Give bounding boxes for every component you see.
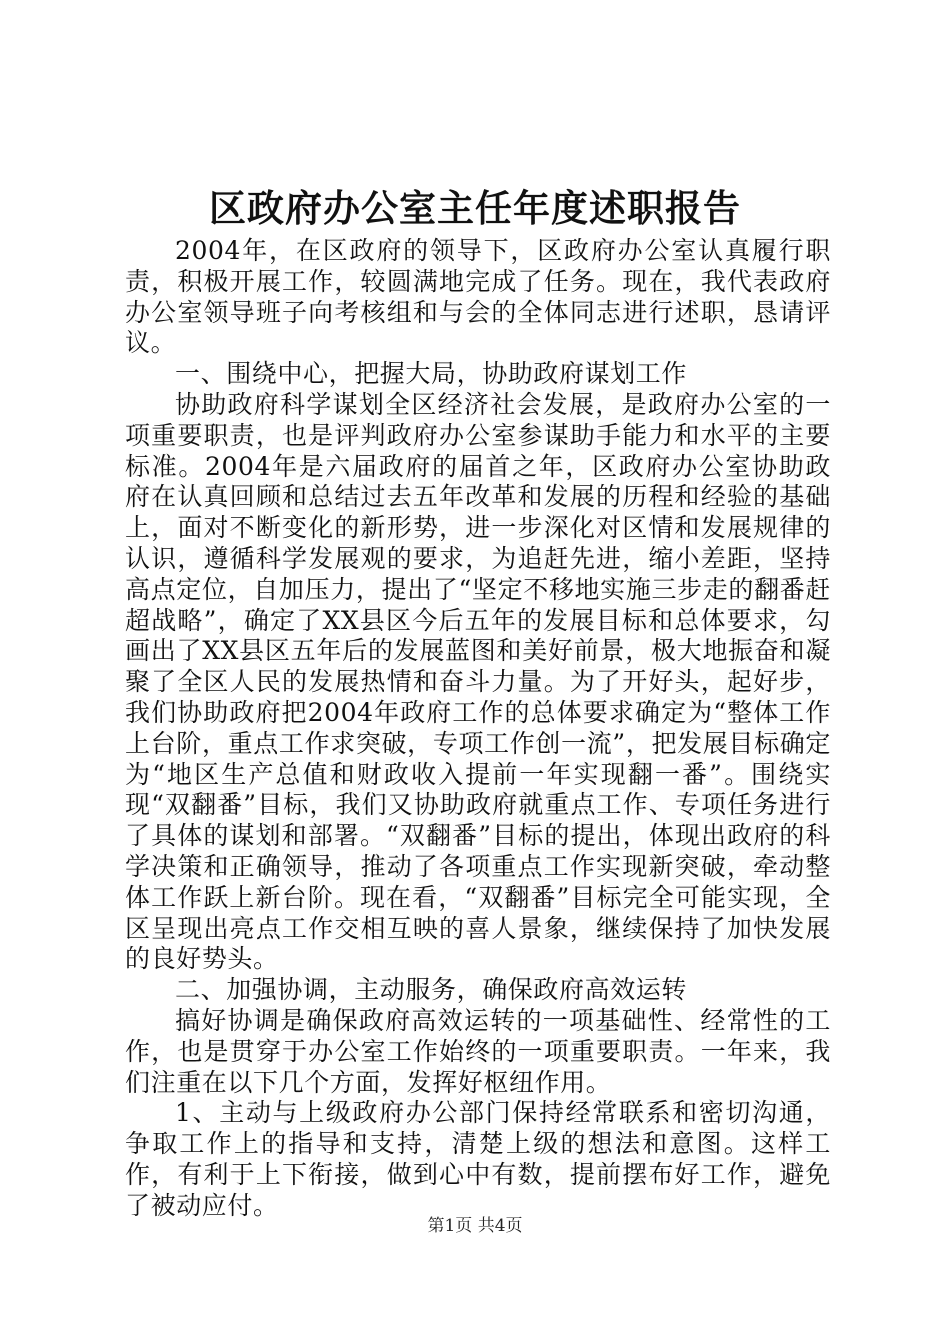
intro-paragraph: 2004年，在区政府的领导下，区政府办公室认真履行职责，积极开展工作，较圆满地完成了任务。现在，我代表政府办公室领导班子向考核组和与会的全体同志进行述职，恳请评议。: [125, 236, 831, 358]
page-footer: 第1页 共4页: [427, 1216, 523, 1236]
section-1-paragraph: 协助政府科学谋划全区经济社会发展，是政府办公室的一项重要职责，也是评判政府办公室参谋助手能力和水平的主要标准。2004年是六届政府的届首之年，区政府办公室协助政府在认真回顾和总结过去五年改革和发展的历程和经验的基础上，面对不断变化的新形势，进一步深化对区情和发展规律的认识，遵循科学发展观的要求，为追赶先进，缩小差距，坚持高点定位，自加压力，提出了“坚定不移地实施三步走的翻番赶超战略”，确定了XX县区今后五年的发展目标和总体要求，勾画出了XX县区五年后的发展蓝图和美好前景，极大地振奋和凝聚了全区人民的发展热情和奋斗力量。为了开好头，起好步，我们协助政府把2004年政府工作的总体要求确定为“整体工作上台阶，重点工作求突破，专项工作创一流”，把发展目标确定为“地区生产总值和财政收入提前一年实现翻一番”。围绕实现“双翻番”目标，我们又协助政府就重点工作、专项任务进行了具体的谋划和部署。“双翻番”目标的提出，体现出政府的科学决策和正确领导，推动了各项重点工作实现新突破，牵动整体工作跃上新台阶。现在看，“双翻番”目标完全可能实现，全区呈现出亮点工作交相互映的喜人景象，继续保持了加快发展的良好势头。: [125, 389, 831, 974]
document-title: 区政府办公室主任年度述职报告: [209, 186, 741, 230]
section-heading-1: 一、围绕中心，把握大局，协助政府谋划工作: [175, 359, 688, 389]
document-body: [125, 236, 831, 1222]
section-2-paragraph: 搞好协调是确保政府高效运转的一项基础性、经常性的工作，也是贯穿于办公室工作始终的一项重要职责。一年来，我们注重在以下几个方面，发挥好枢纽作用。: [125, 1005, 831, 1097]
section-heading-2: 二、加强协调，主动服务，确保政府高效运转: [175, 975, 688, 1005]
section-2-item-1: 1、主动与上级政府办公部门保持经常联系和密切沟通，争取工作上的指导和支持，清楚上级的想法和意图。这样工作，有利于上下衔接，做到心中有数，提前摆布好工作，避免了被动应付。: [125, 1098, 831, 1220]
